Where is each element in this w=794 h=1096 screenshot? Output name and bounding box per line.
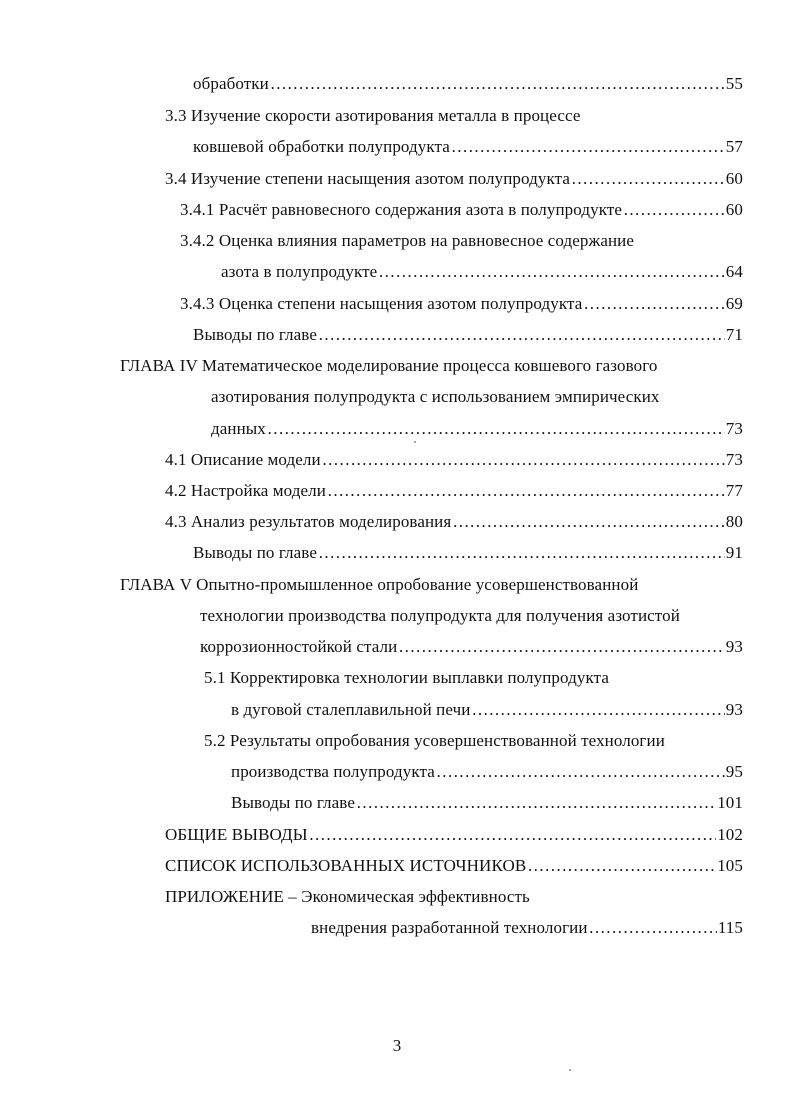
- toc-chapter-5-line1: ГЛАВА V Опытно-промышленное опробование усовершенствованной: [120, 575, 639, 594]
- entry-text: 3.4.3 Оценка степени насыщения азотом полупродукта: [180, 294, 583, 313]
- toc-entry-general-conclusions: [165, 825, 743, 845]
- page-ref: 102: [717, 825, 743, 844]
- scan-speck: [569, 1069, 571, 1071]
- toc-entry-3-4-1: [180, 200, 743, 220]
- page-ref: 69: [725, 294, 743, 313]
- entry-text: 4.2 Настройка модели: [165, 481, 326, 500]
- toc-entry-3-4-3: [180, 294, 743, 314]
- toc-chapter-4-line1: ГЛАВА IV Математическое моделирование процесса ковшевого газового: [120, 356, 658, 375]
- leader-dots: [436, 762, 725, 782]
- entry-text: Выводы по главе: [193, 543, 317, 562]
- leader-dots: [571, 169, 725, 189]
- leader-dots: [398, 637, 725, 657]
- page-ref: 71: [725, 325, 743, 344]
- toc-entry-chapter5-conclusions: [231, 793, 743, 813]
- entry-text: данных: [211, 419, 266, 438]
- entry-text: азота в полупродукте: [221, 262, 378, 281]
- page-ref: 77: [725, 481, 743, 500]
- page-ref: 57: [725, 137, 743, 156]
- toc-entry-5-2: [231, 762, 743, 782]
- leader-dots: [318, 543, 725, 563]
- entry-text: 3.4.1 Расчёт равновесного содержания азота в полупродукте: [180, 200, 623, 219]
- entry-text: 4.3 Анализ результатов моделирования: [165, 512, 452, 531]
- leader-dots: [327, 481, 725, 501]
- leader-dots: [589, 918, 717, 938]
- page-ref: 60: [725, 200, 743, 219]
- page-number: 3: [392, 1036, 402, 1055]
- leader-dots: [583, 294, 724, 314]
- toc-appendix-line1: ПРИЛОЖЕНИЕ – Экономическая эффективность: [165, 887, 530, 906]
- toc-appendix: [311, 918, 743, 938]
- toc-entry-3-3: [193, 137, 743, 157]
- page-ref: 64: [725, 262, 743, 281]
- toc-entry-3-3-line1: 3.3 Изучение скорости азотирования металла в процессе: [165, 106, 581, 125]
- toc-chapter-4-line2: азотирования полупродукта с использованием эмпирических: [211, 387, 660, 406]
- leader-dots: [378, 262, 725, 282]
- toc-entry-4-3: [165, 512, 743, 532]
- leader-dots: [356, 793, 716, 813]
- scan-speck: [414, 441, 416, 443]
- entry-text: 4.1 Описание модели: [165, 450, 321, 469]
- leader-dots: [451, 137, 725, 157]
- leader-dots: [471, 700, 724, 720]
- entry-text: обработки: [193, 74, 269, 93]
- page-ref: 95: [725, 762, 743, 781]
- toc-entry-4-2: [165, 481, 743, 501]
- leader-dots: [452, 512, 724, 532]
- entry-text: коррозионностойкой стали: [200, 637, 398, 656]
- page-ref: 60: [725, 169, 743, 188]
- entry-text: Выводы по главе: [193, 325, 317, 344]
- leader-dots: [267, 419, 725, 439]
- toc-entry-chapter4-conclusions: [193, 543, 743, 563]
- toc-entry-3-4-2-line1: 3.4.2 Оценка влияния параметров на равновесное содержание: [180, 231, 635, 250]
- page-ref: 91: [725, 543, 743, 562]
- toc-entry-5-1: [231, 700, 743, 720]
- toc-entry-5-2-line1: 5.2 Результаты опробования усовершенствованной технологии: [204, 731, 665, 750]
- leader-dots: [318, 325, 725, 345]
- page-ref: 55: [725, 74, 743, 93]
- toc-entry-processing: [193, 74, 743, 94]
- page-ref: 73: [725, 419, 743, 438]
- toc-entry-references: [165, 856, 743, 876]
- page-ref: 101: [717, 793, 743, 812]
- page-ref: 93: [725, 637, 743, 656]
- toc-chapter-4: [211, 419, 743, 439]
- page-ref: 93: [725, 700, 743, 719]
- entry-text: внедрения разработанной технологии: [311, 918, 588, 937]
- leader-dots: [322, 450, 725, 470]
- page-ref: 105: [717, 856, 743, 875]
- page-ref: 115: [717, 918, 743, 937]
- toc-entry-3-4: [165, 169, 743, 189]
- entry-text: ОБЩИЕ ВЫВОДЫ: [165, 825, 308, 844]
- entry-text: в дуговой сталеплавильной печи: [231, 700, 471, 719]
- leader-dots: [623, 200, 725, 220]
- toc-entry-4-1: [165, 450, 743, 470]
- page-ref: 80: [725, 512, 743, 531]
- entry-text: Выводы по главе: [231, 793, 355, 812]
- leader-dots: [527, 856, 716, 876]
- toc-entry-5-1-line1: 5.1 Корректировка технологии выплавки полупродукта: [204, 668, 609, 687]
- entry-text: ковшевой обработки полупродукта: [193, 137, 450, 156]
- entry-text: СПИСОК ИСПОЛЬЗОВАННЫХ ИСТОЧНИКОВ: [165, 856, 527, 875]
- leader-dots: [270, 74, 725, 94]
- toc-entry-chapter3-conclusions: [193, 325, 743, 345]
- toc-chapter-5-line2: технологии производства полупродукта для получения азотистой: [200, 606, 680, 625]
- entry-text: производства полупродукта: [231, 762, 435, 781]
- toc-entry-3-4-2: [221, 262, 743, 282]
- page-ref: 73: [725, 450, 743, 469]
- entry-text: 3.4 Изучение степени насыщения азотом полупродукта: [165, 169, 570, 188]
- leader-dots: [309, 825, 717, 845]
- toc-chapter-5: [200, 637, 743, 657]
